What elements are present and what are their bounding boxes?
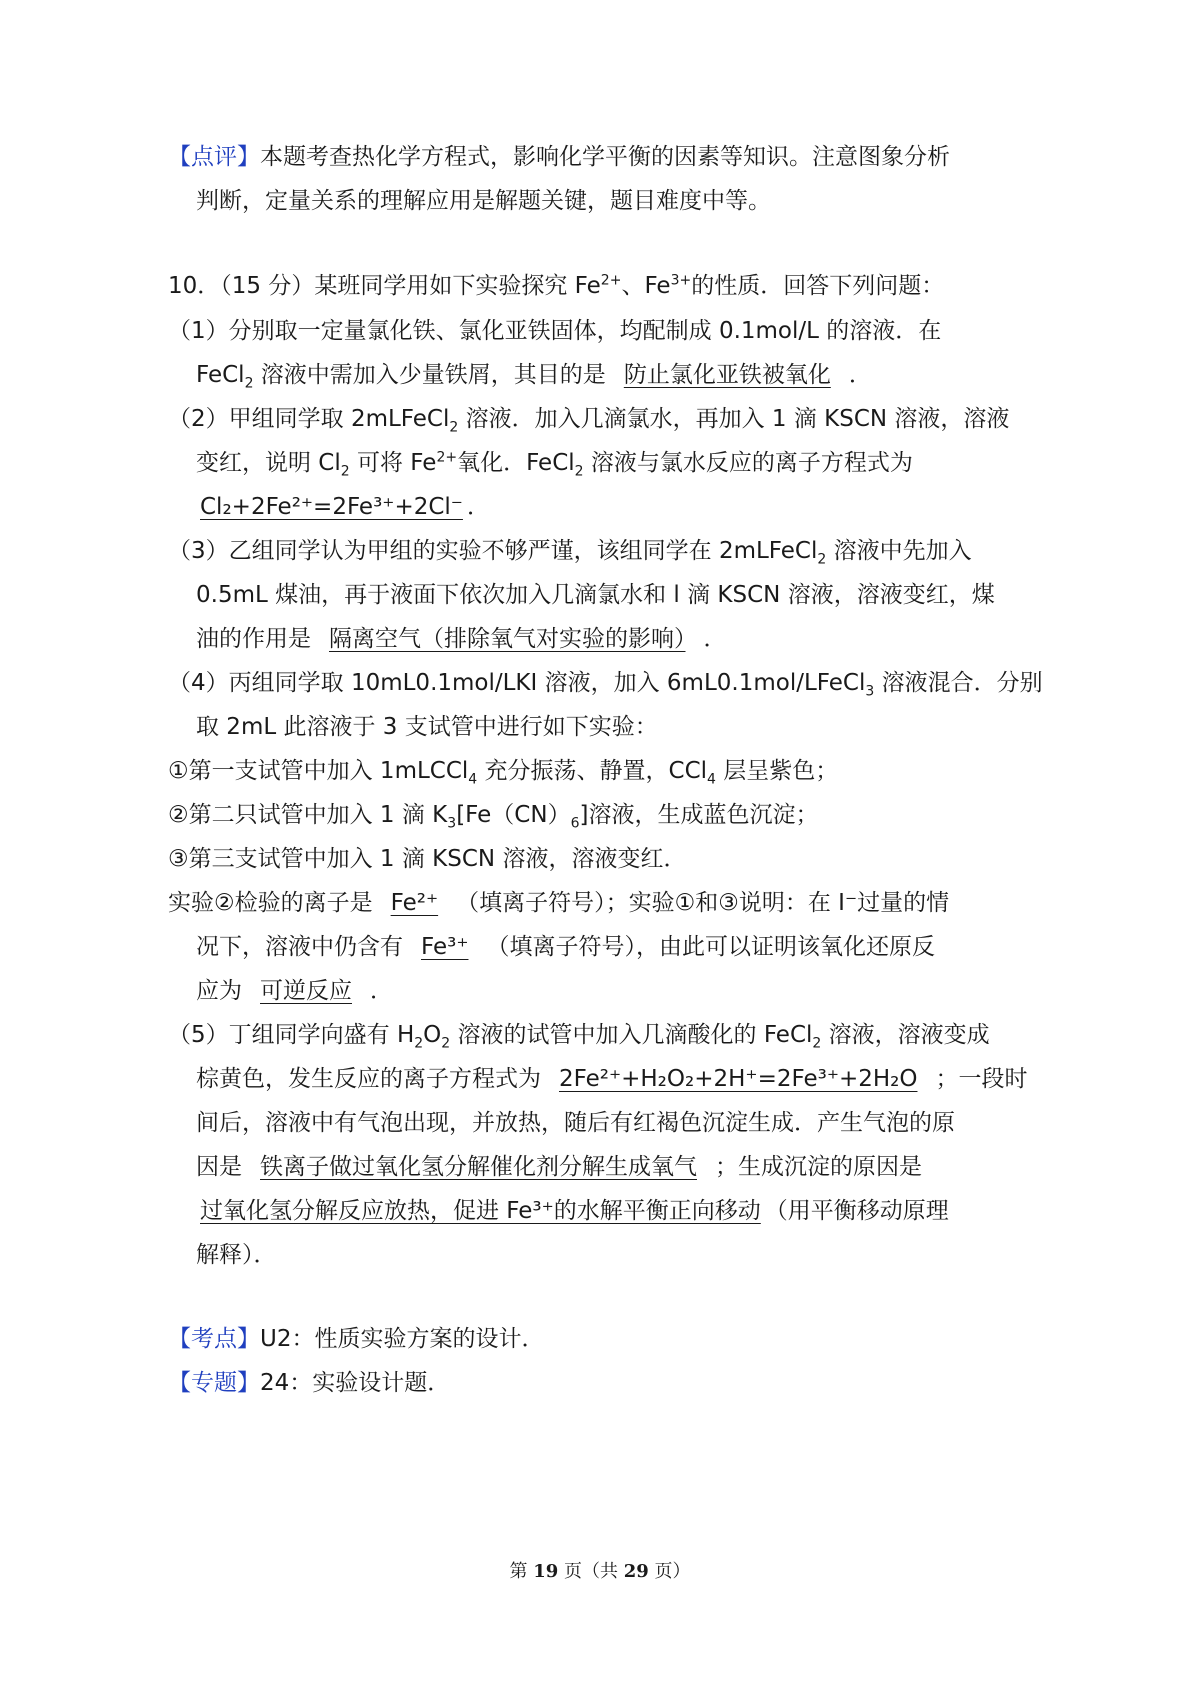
subscript: 2 — [414, 1035, 424, 1052]
question-intro-end: 的性质．回答下列问题： — [691, 273, 945, 299]
text: ②第二只试管中加入 1 滴 K — [168, 802, 448, 828]
text: 棕黄色，发生反应的离子方程式为 — [196, 1066, 541, 1092]
comment-line-1 — [168, 140, 950, 174]
part5-line-4 — [196, 1150, 922, 1184]
superscript: 2+ — [436, 449, 458, 466]
footer-text: 页（共 — [564, 1561, 618, 1582]
subscript: 4 — [468, 771, 478, 788]
text: 层呈紫色； — [715, 758, 839, 784]
footer-text: 页） — [654, 1561, 691, 1582]
text: 况下，溶液中仍含有 — [196, 934, 403, 960]
part3-answer: 隔离空气（排除氧气对实验的影响） — [329, 626, 686, 652]
text: （用平衡移动原理 — [764, 1198, 949, 1224]
part3-line-3 — [196, 622, 727, 656]
text: 溶液．加入几滴氯水，再加入 1 滴 KSCN 溶液，溶液 — [458, 406, 1010, 432]
part5-line-6: 解释）． — [196, 1242, 277, 1268]
part4-question-line-2 — [196, 930, 935, 964]
comment-text-1: 本题考查热化学方程式，影响化学平衡的因素等知识。注意图象分析 — [260, 144, 950, 170]
part2-line-2 — [196, 446, 913, 480]
text: O — [423, 1022, 442, 1048]
zhuanti-text: 24：实验设计题． — [260, 1370, 451, 1396]
part3-line-2: 0.5mL 煤油，再于液面下依次加入几滴氯水和 l 滴 KSCN 溶液，溶液变红，煤 — [196, 582, 995, 608]
part4-question-line-3 — [196, 974, 393, 1008]
text: 充分振荡、静置，CCl — [477, 758, 708, 784]
subscript: 3 — [447, 815, 457, 832]
page-number: 19 — [533, 1561, 559, 1582]
subscript: 6 — [570, 815, 580, 832]
footer-text: 第 — [509, 1561, 528, 1582]
subscript: 2 — [812, 1035, 822, 1052]
text: ． — [466, 494, 490, 520]
subscript: 3 — [865, 683, 875, 700]
comment-label: 【点评】 — [168, 144, 260, 170]
text: 溶液中先加入 — [826, 538, 972, 564]
part2-answer: Cl₂+2Fe²⁺=2Fe³⁺+2Cl⁻ — [200, 494, 463, 520]
text: （4）丙组同学取 10mL0.1mol/LKI 溶液，加入 6mL0.1mol/LFeCl — [168, 670, 866, 696]
text: ；生成沉淀的原因是 — [715, 1154, 922, 1180]
text: [Fe（CN） — [456, 802, 571, 828]
subscript: 2 — [574, 463, 584, 480]
text: （填离子符号）；实验①和③说明：在 I⁻过量的情 — [456, 890, 950, 916]
text: 溶液中需加入少量铁屑，其目的是 — [253, 362, 606, 388]
part1-answer: 防止氯化亚铁被氧化 — [623, 362, 831, 388]
text: 油的作用是 — [196, 626, 311, 652]
kaodian-label: 【考点】 — [168, 1326, 260, 1352]
text: （5）丁组同学向盛有 H — [168, 1022, 415, 1048]
part1-line-2 — [196, 358, 872, 392]
part2-line-3 — [196, 490, 490, 524]
kaodian-line — [168, 1322, 544, 1356]
part4-answer-3: 可逆反应 — [260, 978, 352, 1004]
superscript: 2+ — [600, 272, 622, 289]
superscript: 3+ — [670, 272, 692, 289]
part4-answer-1: Fe²⁺ — [390, 890, 439, 916]
part3-line-1 — [168, 534, 972, 568]
text: （2）甲组同学取 2mLFeCl — [168, 406, 450, 432]
subscript: 2 — [340, 463, 350, 480]
subscript: 2 — [449, 419, 459, 436]
text: 溶液的试管中加入几滴酸化的 FeCl — [450, 1022, 813, 1048]
part4-line-2: 取 2mL 此溶液于 3 支试管中进行如下实验： — [196, 714, 658, 740]
question-sep: 、Fe — [621, 273, 671, 299]
part4-question-line-1 — [168, 886, 949, 920]
part5-line-1 — [168, 1018, 990, 1052]
part5-line-5 — [196, 1194, 949, 1228]
text: FeCl — [196, 362, 245, 388]
part2-line-1 — [168, 402, 1009, 436]
part5-line-2 — [196, 1062, 1027, 1096]
part4-exp-1 — [168, 754, 838, 788]
text: 可将 Fe — [349, 450, 437, 476]
part4-line-1 — [168, 666, 1043, 700]
question-number: 10． — [168, 273, 221, 299]
question-heading — [168, 269, 944, 303]
text: 溶液，溶液变成 — [821, 1022, 990, 1048]
part5-line-3: 间后，溶液中有气泡出现，并放热，随后有红褐色沉淀生成．产生气泡的原 — [196, 1110, 955, 1136]
zhuanti-line — [168, 1366, 450, 1400]
part4-answer-2: Fe³⁺ — [421, 934, 469, 960]
text: 实验②检验的离子是 — [168, 890, 373, 916]
part5-answer-3: 过氧化氢分解反应放热，促进 Fe³⁺的水解平衡正向移动 — [200, 1198, 761, 1224]
question-intro: 某班同学用如下实验探究 Fe — [314, 273, 601, 299]
subscript: 2 — [817, 551, 827, 568]
part4-exp-2 — [168, 798, 818, 832]
subscript: 4 — [707, 771, 716, 788]
page-footer — [0, 1560, 1200, 1584]
text: 氧化．FeCl — [457, 450, 575, 476]
text: ①第一支试管中加入 1mLCCl — [168, 758, 469, 784]
text: （填离子符号），由此可以证明该氧化还原反 — [486, 934, 935, 960]
zhuanti-label: 【专题】 — [168, 1370, 260, 1396]
comment-line-2: 判断，定量关系的理解应用是解题关键，题目难度中等。 — [196, 188, 771, 214]
part1-line-1: （1）分别取一定量氯化铁、氯化亚铁固体，均配制成 0.1mol/L 的溶液．在 — [168, 318, 942, 344]
text: ． — [370, 978, 393, 1004]
text: 因是 — [196, 1154, 242, 1180]
text: 溶液与氯水反应的离子方程式为 — [583, 450, 913, 476]
text: 应为 — [196, 978, 242, 1004]
text: （3）乙组同学认为甲组的实验不够严谨，该组同学在 2mLFeCl — [168, 538, 818, 564]
text: ]溶液，生成蓝色沉淀； — [579, 802, 819, 828]
text: ；一段时 — [935, 1066, 1028, 1092]
part5-answer-1: 2Fe²⁺+H₂O₂+2H⁺=2Fe³⁺+2H₂O — [559, 1066, 918, 1092]
total-pages: 29 — [623, 1561, 649, 1582]
question-score: （15 分） — [220, 273, 315, 299]
text: 变红，说明 Cl — [196, 450, 341, 476]
subscript: 2 — [441, 1035, 451, 1052]
kaodian-text: U2：性质实验方案的设计． — [260, 1326, 545, 1352]
part5-answer-2: 铁离子做过氧化氢分解催化剂分解生成氧气 — [260, 1154, 697, 1180]
part4-exp-3: ③第三支试管中加入 1 滴 KSCN 溶液，溶液变红． — [168, 846, 687, 872]
text: 溶液混合．分别 — [874, 670, 1043, 696]
subscript: 2 — [244, 375, 254, 392]
text: ． — [848, 362, 872, 388]
text: ． — [703, 626, 727, 652]
